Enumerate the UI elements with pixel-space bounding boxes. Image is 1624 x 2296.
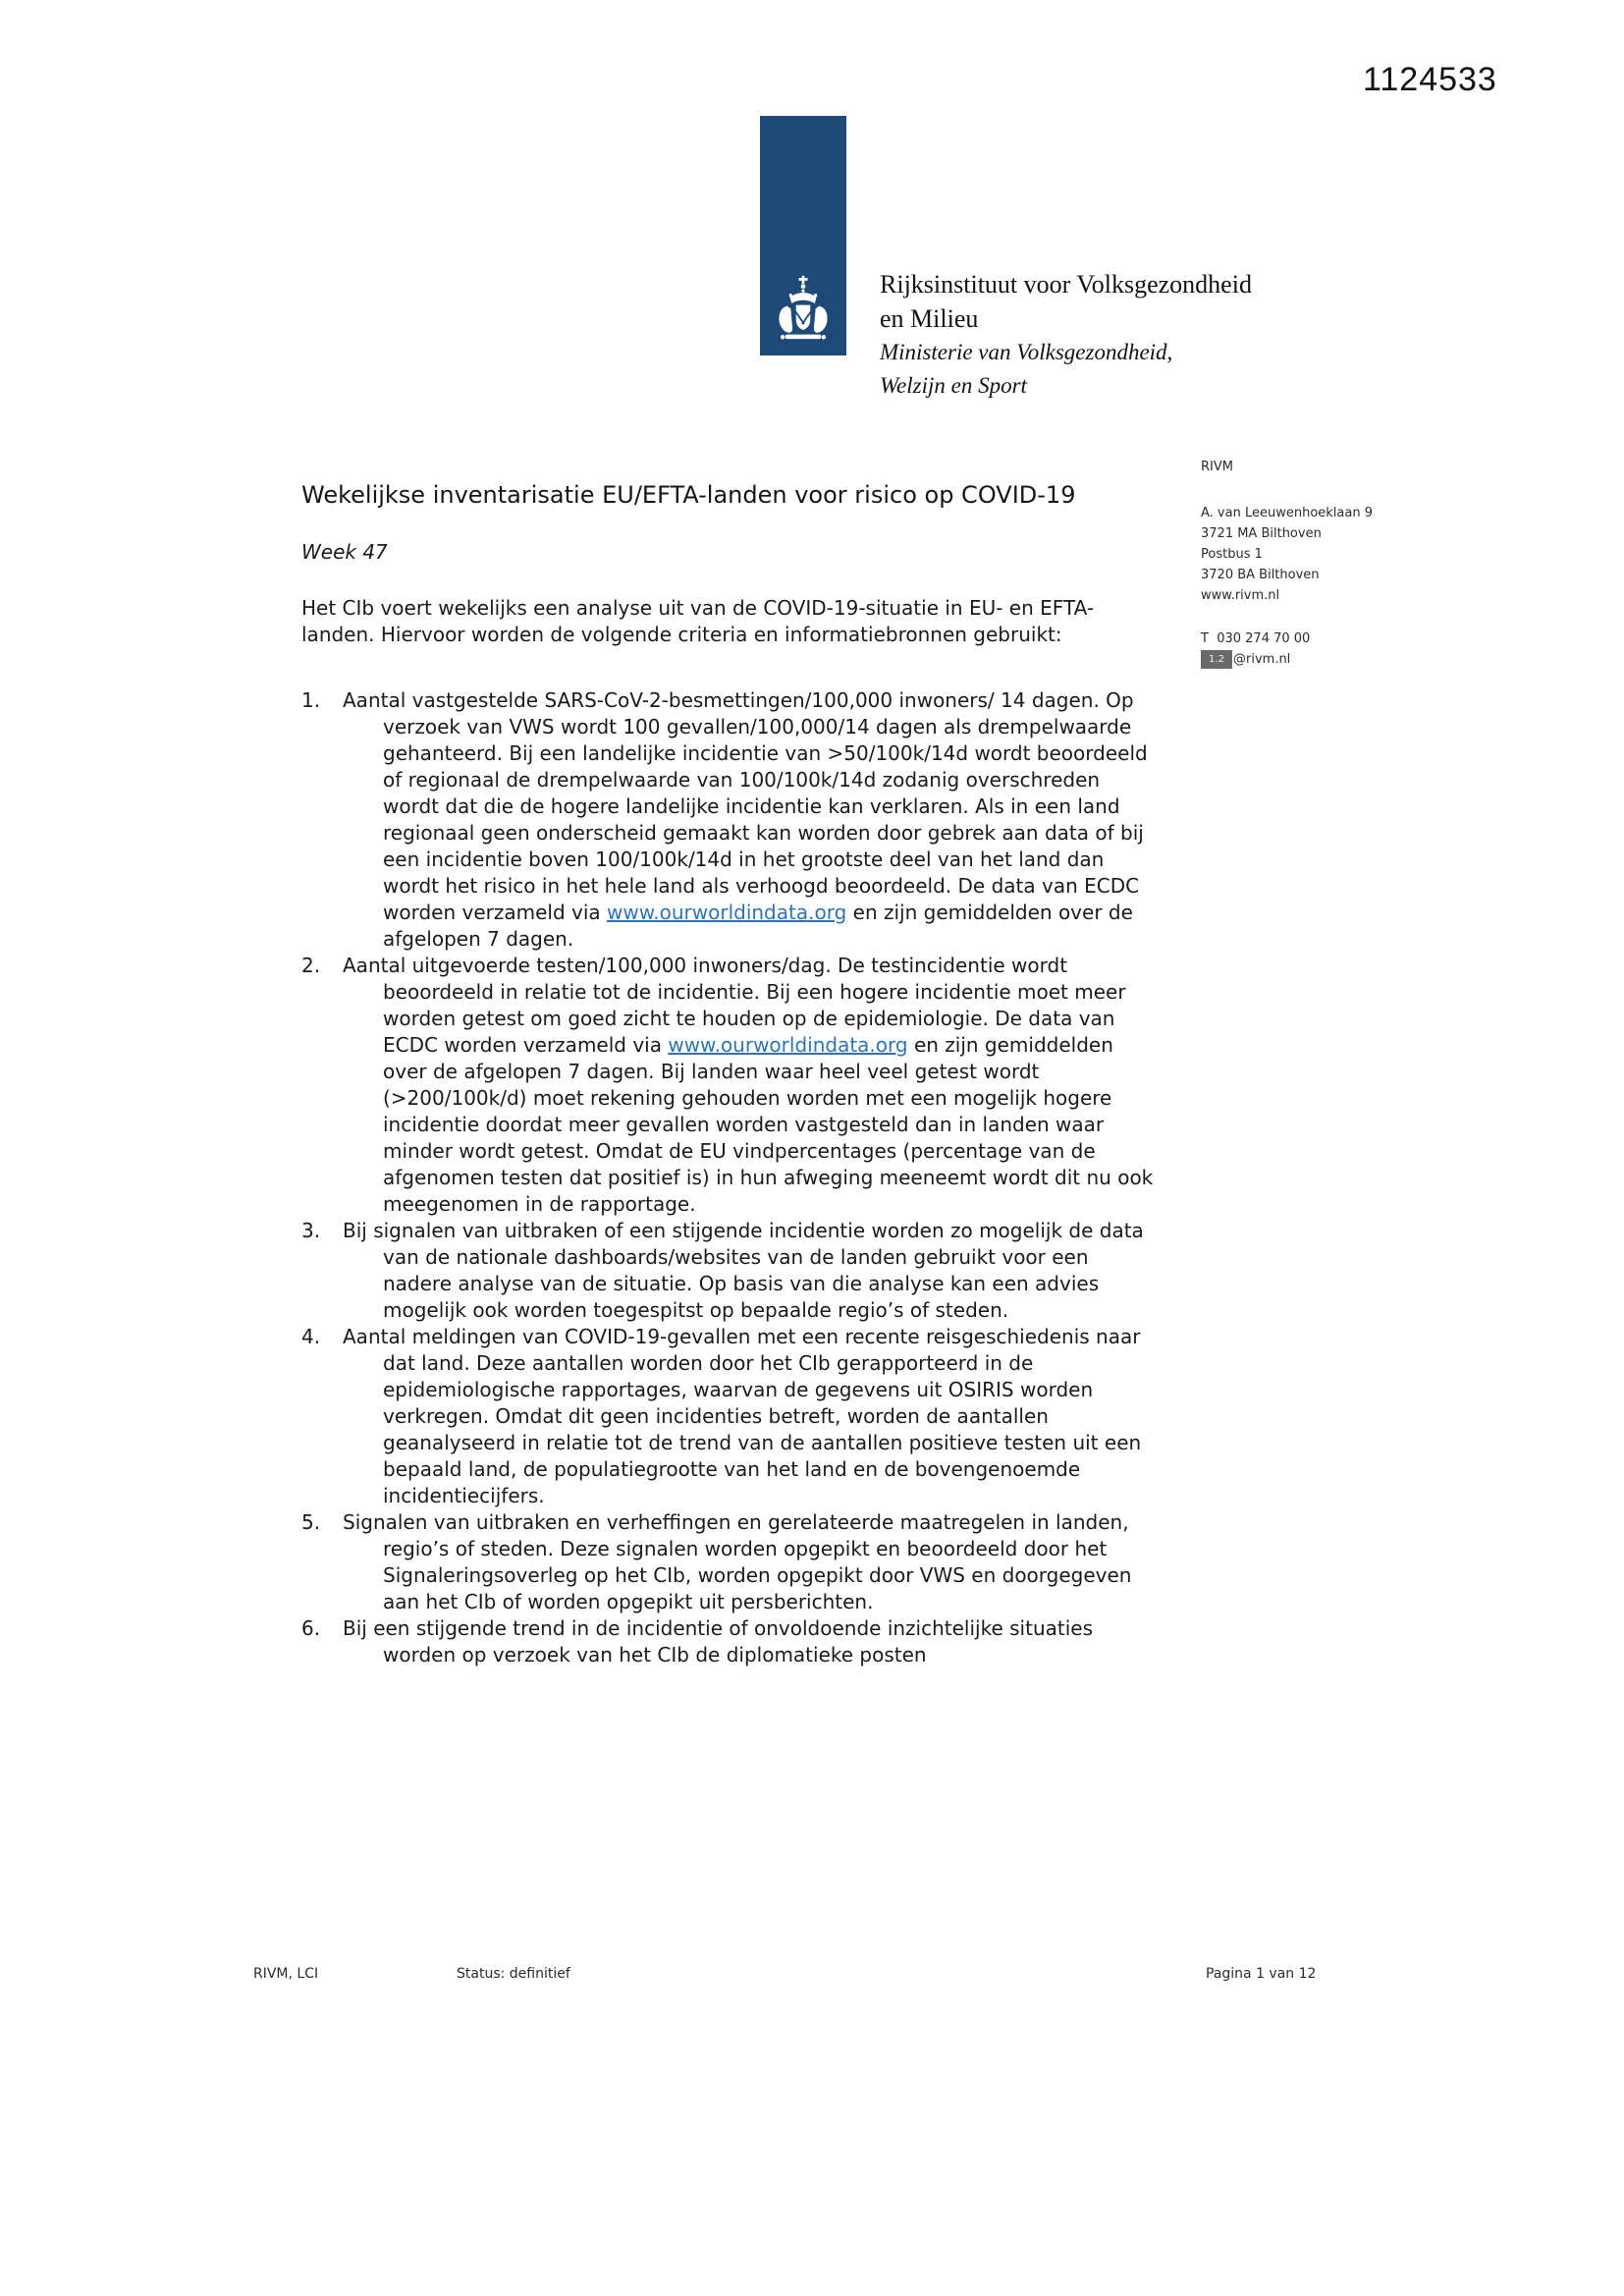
footer-status: Status: definitief (457, 1966, 570, 1982)
page-title: Wekelijkse inventarisatie EU/EFTA-landen voor risico op COVID-19 (301, 481, 1076, 509)
list-item (301, 1324, 1161, 1509)
address-line: A. van Leeuwenhoeklaan 9 (1201, 506, 1373, 520)
list-item-text: en zijn gemiddelden over de afgelopen 7 dagen. Bij landen waar heel veel getest wordt (>200/100k/d) moet rekening gehouden worden met een mogelijk hogere incidentie doordat meer gevallen worden vastgesteld dan in landen waar minder wordt getest. Omdat de EU vindpercentages (percentage van de afgenomen testen dat positief is) in hun afweging meeneemt wordt dit nu ook meegenomen in de rapportage. (383, 1033, 1154, 1216)
main-content (301, 478, 1161, 1668)
ministry-line2: Welzijn en Sport (880, 373, 1027, 398)
list-item-number: 4. (301, 1325, 321, 1348)
list-item-number: 6. (301, 1616, 321, 1640)
list-item-number: 3. (301, 1219, 321, 1242)
list-item (301, 1615, 1161, 1668)
list-item-text: Aantal meldingen van COVID-19-gevallen met een recente reisgeschiedenis naar dat land. Deze aantallen worden door het CIb gerapporteerd in de epidemiologische rapportages, waarvan de gegevens uit OSIRIS worden verkregen. Omdat dit geen incidenties betreft, worden de aantallen geanalyseerd in relatie tot de trend van de aantallen positieve testen uit een bepaald land, de populatiegrootte van het land en de bovengenoemde incidentiecijfers. (343, 1325, 1142, 1507)
org-name-line2: en Milieu (880, 304, 979, 333)
list-item-text: Bij een stijgende trend in de incidentie of onvoldoende inzichtelijke situaties worden op verzoek van het CIb de diplomatieke posten (343, 1616, 1093, 1667)
criteria-list (301, 687, 1161, 1668)
list-item-text: Bij signalen van uitbraken of een stijgende incidentie worden zo mogelijk de data van de nationale dashboards/websites van de landen gebruikt voor een nadere analyse van de situatie. Op basis van die analyse kan een advies mogelijk ook worden toegespitst op bepaalde regio’s of steden. (343, 1219, 1144, 1322)
coat-of-arms-icon (775, 275, 832, 348)
redaction-box: 1.2 (1201, 650, 1232, 669)
email-suffix: @rivm.nl (1233, 652, 1291, 667)
week-subtitle: Week 47 (301, 540, 388, 564)
address-line: 3720 BA Bilthoven (1201, 568, 1320, 582)
intro-paragraph: Het CIb voert wekelijks een analyse uit van de COVID-19-situatie in EU- en EFTA-landen. Hiervoor worden de volgende criteria en informatiebronnen gebruikt: (301, 596, 1095, 646)
list-item-number: 5. (301, 1510, 321, 1534)
footer-org: RIVM, LCI (253, 1966, 319, 1982)
contact-org: RIVM (1201, 460, 1233, 474)
list-item-text: en zijn gemiddelden over de afgelopen 7 dagen. (383, 901, 1133, 951)
contact-phone: T 030 274 70 00 (1201, 631, 1311, 646)
logo-wordmark (880, 267, 1252, 403)
list-item (301, 1218, 1161, 1324)
list-item-text: Aantal uitgevoerde testen/100,000 inwoners/dag. De testincidentie wordt beoordeeld in relatie tot de incidentie. Bij een hogere incidentie moet meer worden getest om goed zicht te houden op de epidemiologie. De data van ECDC worden verzameld via (343, 954, 1126, 1057)
document-number: 1124533 (1363, 61, 1497, 98)
ourworldindata-link[interactable]: www.ourworldindata.org (668, 1033, 908, 1057)
list-item (301, 1509, 1161, 1615)
list-item-number: 1. (301, 688, 321, 712)
list-item-text: Signalen van uitbraken en verheffingen en gerelateerde maatregelen in landen, regio’s of steden. Deze signalen worden opgepikt en beoordeeld door het Signaleringsoverleg op het CIb, worden opgepikt door VWS en doorgegeven aan het CIb of worden opgepikt uit persberichten. (343, 1510, 1132, 1613)
list-item (301, 687, 1161, 953)
address-line: Postbus 1 (1201, 547, 1263, 562)
list-item-text: Aantal vastgestelde SARS-CoV-2-besmettingen/100,000 inwoners/ 14 dagen. Op verzoek van VWS wordt 100 gevallen/100,000/14 dagen als drempelwaarde gehanteerd. Bij een landelijke incidentie van >50/100k/14d wordt beoordeeld of regionaal de drempelwaarde van 100/100k/14d zodanig overschreden wordt dat die de hogere landelijke incidentie kan verklaren. Als in een land regionaal geen onderscheid gemaakt kan worden door gebrek aan data of bij een incidentie boven 100/100k/14d in het grootste deel van het land dan wordt het risico in het hele land als verhoogd beoordeeld. De data van ECDC worden verzameld via (343, 688, 1148, 924)
ministry-line1: Ministerie van Volksgezondheid, (880, 340, 1173, 364)
contact-email (1201, 649, 1456, 670)
list-item (301, 953, 1161, 1218)
org-name-line1: Rijksinstituut voor Volksgezondheid (880, 270, 1252, 299)
contact-website: www.rivm.nl (1201, 588, 1280, 603)
contact-address (1201, 503, 1456, 606)
rijksoverheid-logo-block (760, 116, 846, 355)
footer-page-number: Pagina 1 van 12 (1206, 1966, 1317, 1982)
list-item-number: 2. (301, 954, 321, 977)
address-line: 3721 MA Bilthoven (1201, 526, 1322, 541)
ourworldindata-link[interactable]: www.ourworldindata.org (607, 901, 847, 924)
contact-info-panel (1201, 457, 1456, 670)
